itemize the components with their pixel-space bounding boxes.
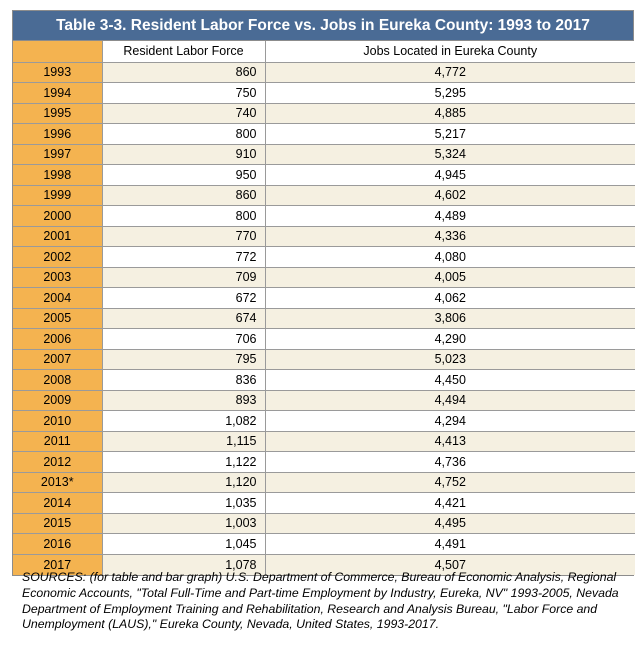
table-row <box>13 144 635 165</box>
table-row <box>13 206 635 227</box>
jobs-cell: 5,217 <box>265 124 635 145</box>
table-row <box>13 165 635 186</box>
header-jobs-located: Jobs Located in Eureka County <box>265 41 635 62</box>
header-row <box>13 41 635 62</box>
year-cell: 1998 <box>13 165 102 186</box>
table-body <box>13 62 635 575</box>
year-cell: 2002 <box>13 247 102 268</box>
labor-force-cell: 740 <box>102 103 265 124</box>
year-cell: 2004 <box>13 288 102 309</box>
year-cell: 2011 <box>13 431 102 452</box>
labor-force-cell: 860 <box>102 62 265 83</box>
year-cell: 1993 <box>13 62 102 83</box>
labor-force-cell: 893 <box>102 390 265 411</box>
year-cell: 2014 <box>13 493 102 514</box>
table-row <box>13 411 635 432</box>
header-year <box>13 41 102 62</box>
jobs-cell: 4,080 <box>265 247 635 268</box>
labor-force-cell: 800 <box>102 124 265 145</box>
jobs-cell: 5,295 <box>265 83 635 104</box>
year-cell: 1994 <box>13 83 102 104</box>
sources-note: SOURCES: (for table and bar graph) U.S. Department of Commerce, Bureau of Economic Analysis, Regional Economic Accounts, "Total Full-Time and Part-time Employment by Industry, Eureka, NV" 1993-2005, Nevada Department of Employment Training and Rehabilitation, Research and Analysis Bureau, "Labor Force and Unemployment (LAUS)," Eureka County, Nevada, United States, 1993-2017. <box>22 570 619 632</box>
labor-force-cell: 1,003 <box>102 513 265 534</box>
table-row <box>13 247 635 268</box>
labor-force-cell: 800 <box>102 206 265 227</box>
jobs-cell: 4,489 <box>265 206 635 227</box>
year-cell: 2012 <box>13 452 102 473</box>
labor-force-cell: 950 <box>102 165 265 186</box>
table-row <box>13 472 635 493</box>
labor-force-cell: 772 <box>102 247 265 268</box>
table-row <box>13 493 635 514</box>
table-row <box>13 452 635 473</box>
jobs-cell: 4,450 <box>265 370 635 391</box>
year-cell: 1997 <box>13 144 102 165</box>
year-cell: 2007 <box>13 349 102 370</box>
table-title: Table 3-3. Resident Labor Force vs. Jobs in Eureka County: 1993 to 2017 <box>13 11 633 41</box>
jobs-cell: 4,294 <box>265 411 635 432</box>
jobs-cell: 4,290 <box>265 329 635 350</box>
table-row <box>13 62 635 83</box>
year-cell: 1995 <box>13 103 102 124</box>
data-table-container <box>12 10 634 576</box>
jobs-cell: 4,491 <box>265 534 635 555</box>
table-row <box>13 83 635 104</box>
year-cell: 2001 <box>13 226 102 247</box>
labor-force-cell: 1,122 <box>102 452 265 473</box>
labor-force-cell: 1,120 <box>102 472 265 493</box>
labor-force-cell: 672 <box>102 288 265 309</box>
table-row <box>13 349 635 370</box>
jobs-cell: 3,806 <box>265 308 635 329</box>
table-row <box>13 308 635 329</box>
year-cell: 2015 <box>13 513 102 534</box>
labor-force-cell: 706 <box>102 329 265 350</box>
labor-jobs-table <box>13 41 635 575</box>
labor-force-cell: 1,115 <box>102 431 265 452</box>
table-row <box>13 226 635 247</box>
table-row <box>13 370 635 391</box>
table-row <box>13 185 635 206</box>
jobs-cell: 4,421 <box>265 493 635 514</box>
jobs-cell: 5,023 <box>265 349 635 370</box>
year-cell: 2006 <box>13 329 102 350</box>
year-cell: 2016 <box>13 534 102 555</box>
labor-force-cell: 910 <box>102 144 265 165</box>
jobs-cell: 4,736 <box>265 452 635 473</box>
year-cell: 2013* <box>13 472 102 493</box>
jobs-cell: 4,752 <box>265 472 635 493</box>
jobs-cell: 4,602 <box>265 185 635 206</box>
labor-force-cell: 674 <box>102 308 265 329</box>
jobs-cell: 4,885 <box>265 103 635 124</box>
jobs-cell: 4,413 <box>265 431 635 452</box>
labor-force-cell: 770 <box>102 226 265 247</box>
labor-force-cell: 750 <box>102 83 265 104</box>
year-cell: 2010 <box>13 411 102 432</box>
jobs-cell: 4,507 <box>265 554 635 575</box>
table-row <box>13 288 635 309</box>
year-cell: 2008 <box>13 370 102 391</box>
year-cell: 2003 <box>13 267 102 288</box>
labor-force-cell: 836 <box>102 370 265 391</box>
table-row <box>13 390 635 411</box>
header-resident-labor-force: Resident Labor Force <box>102 41 265 62</box>
year-cell: 2000 <box>13 206 102 227</box>
labor-force-cell: 1,078 <box>102 554 265 575</box>
year-cell: 2009 <box>13 390 102 411</box>
jobs-cell: 4,062 <box>265 288 635 309</box>
jobs-cell: 4,005 <box>265 267 635 288</box>
jobs-cell: 4,494 <box>265 390 635 411</box>
year-cell: 2017 <box>13 554 102 575</box>
table-row <box>13 329 635 350</box>
jobs-cell: 4,495 <box>265 513 635 534</box>
labor-force-cell: 1,082 <box>102 411 265 432</box>
year-cell: 2005 <box>13 308 102 329</box>
table-row <box>13 534 635 555</box>
year-cell: 1999 <box>13 185 102 206</box>
jobs-cell: 4,945 <box>265 165 635 186</box>
table-row <box>13 124 635 145</box>
table-row <box>13 103 635 124</box>
labor-force-cell: 795 <box>102 349 265 370</box>
jobs-cell: 4,336 <box>265 226 635 247</box>
labor-force-cell: 1,035 <box>102 493 265 514</box>
table-row <box>13 513 635 534</box>
year-cell: 1996 <box>13 124 102 145</box>
labor-force-cell: 1,045 <box>102 534 265 555</box>
table-row <box>13 267 635 288</box>
table-row <box>13 431 635 452</box>
jobs-cell: 4,772 <box>265 62 635 83</box>
labor-force-cell: 709 <box>102 267 265 288</box>
labor-force-cell: 860 <box>102 185 265 206</box>
jobs-cell: 5,324 <box>265 144 635 165</box>
